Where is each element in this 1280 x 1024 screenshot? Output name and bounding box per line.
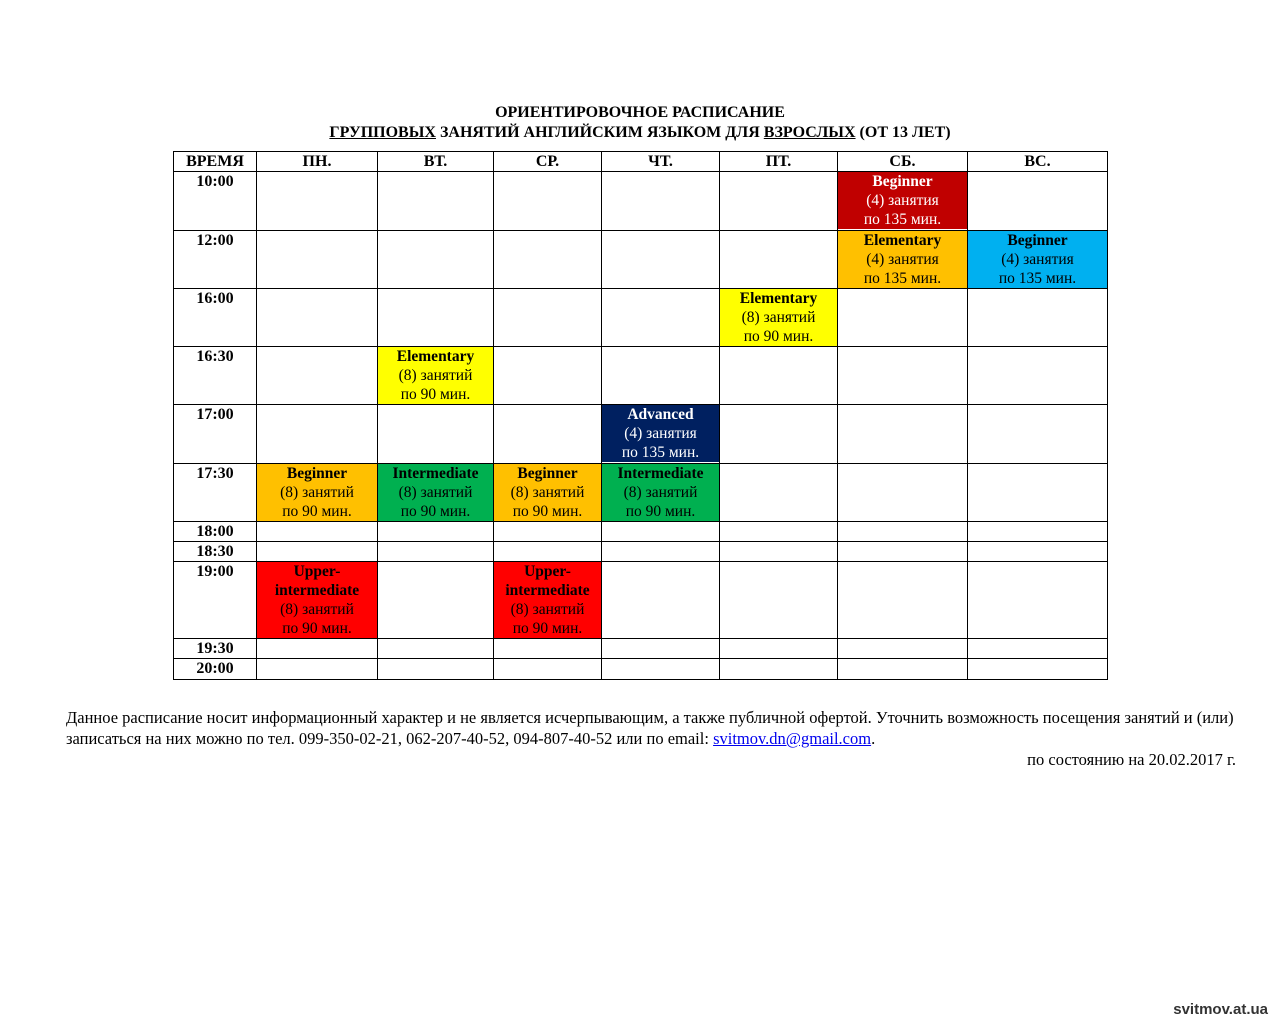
schedule-table: [173, 151, 1108, 680]
class-level-2: intermediate: [505, 582, 590, 599]
subtitle-middle: ЗАНЯТИЙ АНГЛИЙСКИМ ЯЗЫКОМ ДЛЯ: [435, 124, 764, 141]
time-cell: 18:00: [174, 522, 257, 542]
time-cell: 16:30: [174, 347, 257, 405]
time-cell: 17:00: [174, 405, 257, 464]
time-cell: 19:30: [174, 639, 257, 659]
class-block: [838, 172, 967, 229]
class-count: (4) занятия: [1001, 251, 1074, 268]
header-sat: СБ.: [838, 152, 968, 172]
subtitle-age: (ОТ 13 ЛЕТ): [855, 124, 951, 141]
class-level: Elementary: [739, 290, 818, 307]
class-count: (8) занятий: [510, 601, 585, 618]
row-1000: [174, 172, 1108, 231]
row-1630: [174, 347, 1108, 405]
class-count: (8) занятий: [398, 484, 473, 501]
class-count: (8) занятий: [398, 367, 473, 384]
row-1930: [174, 639, 1108, 659]
class-count: (8) занятий: [280, 601, 354, 618]
class-level: Beginner: [286, 465, 348, 482]
email-link[interactable]: svitmov.dn@gmail.com: [713, 729, 872, 748]
class-count: (8) занятий: [623, 484, 698, 501]
class-duration: по 90 мин.: [743, 328, 814, 345]
class-cell-sat-1000: [838, 172, 968, 231]
class-block: [378, 347, 493, 404]
time-cell: 12:00: [174, 231, 257, 289]
header-tue: ВТ.: [378, 152, 494, 172]
class-cell-tue-1730: [378, 464, 494, 522]
class-block: [602, 405, 719, 462]
header-fri: ПТ.: [720, 152, 838, 172]
class-cell-thu-1700: [602, 405, 720, 464]
class-level: Upper-: [524, 563, 571, 580]
class-duration: по 90 мин.: [400, 503, 471, 520]
class-block: [968, 231, 1107, 288]
class-level: Advanced: [627, 406, 694, 423]
class-duration: по 90 мин.: [625, 503, 696, 520]
disclaimer-end: .: [871, 729, 876, 748]
class-cell-wed-1900: [494, 562, 602, 639]
row-1800: [174, 522, 1108, 542]
header-sun: ВС.: [968, 152, 1108, 172]
class-block: [257, 464, 377, 521]
class-level: Intermediate: [392, 465, 479, 482]
class-block: [494, 464, 601, 521]
subtitle-adults-word: ВЗРОСЛЫХ: [763, 124, 856, 141]
subtitle-group-word: ГРУППОВЫХ: [329, 124, 436, 141]
as-of-date: по состоянию на 20.02.2017 г.: [1027, 750, 1236, 769]
header-wed: СР.: [494, 152, 602, 172]
class-block: [378, 464, 493, 521]
class-cell-sun-1200: [968, 231, 1108, 289]
time-cell: 19:00: [174, 562, 257, 639]
row-1900: [174, 562, 1108, 639]
schedule-subtitle: [0, 123, 1280, 143]
class-level: Beginner: [872, 173, 933, 190]
class-count: (8) занятий: [280, 484, 354, 501]
class-level: Beginner: [1007, 232, 1068, 249]
class-block: [257, 562, 377, 638]
schedule-title: ОРИЕНТИРОВОЧНОЕ РАСПИСАНИЕ: [495, 104, 785, 121]
header-row: [174, 152, 1108, 172]
row-1730: [174, 464, 1108, 522]
class-cell-mon-1900: [257, 562, 378, 639]
class-count: (4) занятия: [624, 425, 697, 442]
class-count: (4) занятия: [866, 192, 939, 209]
class-cell-wed-1730: [494, 464, 602, 522]
class-duration: по 90 мин.: [282, 620, 352, 637]
class-count: (8) занятий: [741, 309, 816, 326]
time-cell: 18:30: [174, 542, 257, 562]
class-duration: по 135 мин.: [621, 444, 700, 461]
class-block: [838, 231, 967, 288]
class-level: Upper-: [293, 563, 341, 580]
class-cell-thu-1730: [602, 464, 720, 522]
class-duration: по 90 мин.: [282, 503, 352, 520]
header-mon: ПН.: [257, 152, 378, 172]
class-duration: по 90 мин.: [512, 503, 583, 520]
time-cell: 16:00: [174, 289, 257, 347]
class-count: (8) занятий: [510, 484, 585, 501]
row-1200: [174, 231, 1108, 289]
row-2000: [174, 659, 1108, 680]
class-duration: по 90 мин.: [512, 620, 583, 637]
time-cell: 20:00: [174, 659, 257, 680]
row-1700: [174, 405, 1108, 464]
row-1830: [174, 542, 1108, 562]
class-level: Elementary: [396, 348, 475, 365]
class-cell-sat-1200: [838, 231, 968, 289]
class-duration: по 90 мин.: [400, 386, 471, 403]
class-cell-mon-1730: [257, 464, 378, 522]
class-cell-fri-1600: [720, 289, 838, 347]
class-duration: по 135 мин.: [863, 211, 942, 228]
class-count: (4) занятия: [866, 251, 939, 268]
watermark: svitmov.at.ua: [1173, 1001, 1268, 1018]
class-level: Elementary: [863, 232, 942, 249]
class-block: [494, 562, 601, 638]
time-cell: 10:00: [174, 172, 257, 231]
header-time: ВРЕМЯ: [174, 152, 257, 172]
time-cell: 17:30: [174, 464, 257, 522]
class-cell-tue-1630: [378, 347, 494, 405]
header-thu: ЧТ.: [602, 152, 720, 172]
class-level-2: intermediate: [274, 582, 360, 599]
disclaimer-note: [66, 707, 1236, 749]
class-block: [602, 464, 719, 521]
class-level: Intermediate: [617, 465, 704, 482]
class-duration: по 135 мин.: [998, 270, 1077, 287]
class-level: Beginner: [517, 465, 578, 482]
class-duration: по 135 мин.: [863, 270, 942, 287]
row-1600: [174, 289, 1108, 347]
class-block: [720, 289, 837, 346]
disclaimer-text: Данное расписание носит информационный характер и не является исчерпывающим, а также публичной офертой. Уточнить возможность посещения занятий и (или) записаться на них можно по тел. 099-350-02-21, 062-207-40-52, 094-807-40-52 или по email:: [66, 708, 1234, 748]
